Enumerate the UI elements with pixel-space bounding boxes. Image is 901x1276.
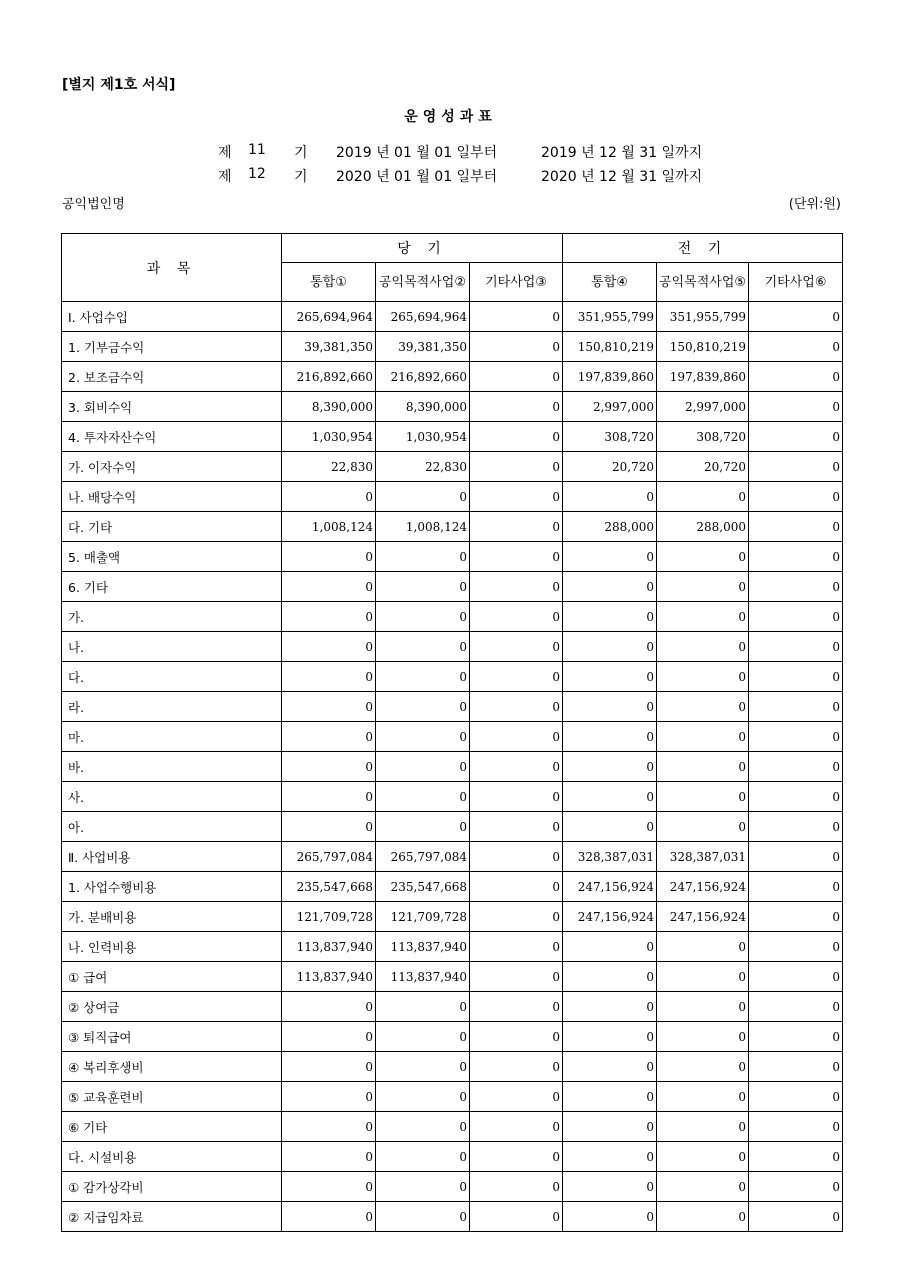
row-label: ② 상여금 xyxy=(62,992,282,1022)
amount-cell: 121,709,728 xyxy=(376,902,470,932)
amount-cell: 0 xyxy=(657,692,749,722)
amount-cell: 0 xyxy=(749,902,843,932)
amount-cell: 0 xyxy=(376,812,470,842)
amount-cell: 0 xyxy=(563,962,657,992)
period-to: 2020 년 12 월 31 일까지 xyxy=(541,169,703,185)
amount-cell: 0 xyxy=(376,782,470,812)
amount-cell: 0 xyxy=(470,992,563,1022)
amount-cell: 0 xyxy=(563,572,657,602)
column-header: 통합④ xyxy=(563,263,657,302)
amount-cell: 0 xyxy=(749,332,843,362)
amount-cell: 0 xyxy=(657,962,749,992)
row-label: 1. 사업수행비용 xyxy=(62,872,282,902)
row-label: 1. 기부금수익 xyxy=(62,332,282,362)
period-to: 2019 년 12 월 31 일까지 xyxy=(541,145,703,161)
table-row xyxy=(62,572,843,602)
amount-cell: 0 xyxy=(470,452,563,482)
amount-cell: 39,381,350 xyxy=(282,332,376,362)
period-prefix: 제 xyxy=(218,169,232,185)
column-header: 공익목적사업⑤ xyxy=(657,263,749,302)
amount-cell: 0 xyxy=(282,482,376,512)
amount-cell: 265,694,964 xyxy=(376,302,470,332)
amount-cell: 0 xyxy=(470,602,563,632)
row-label: 다. xyxy=(62,662,282,692)
column-header: 통합① xyxy=(282,263,376,302)
amount-cell: 0 xyxy=(470,542,563,572)
form-label: [별지 제1호 서식] xyxy=(62,77,176,93)
row-label: 다. 시설비용 xyxy=(62,1142,282,1172)
table-row xyxy=(62,1202,843,1232)
amount-cell: 8,390,000 xyxy=(282,392,376,422)
amount-cell: 0 xyxy=(470,1142,563,1172)
amount-cell: 265,797,084 xyxy=(282,842,376,872)
amount-cell: 0 xyxy=(282,662,376,692)
row-label: Ⅱ. 사업비용 xyxy=(62,842,282,872)
amount-cell: 0 xyxy=(749,812,843,842)
amount-cell: 0 xyxy=(563,662,657,692)
amount-cell: 0 xyxy=(470,782,563,812)
amount-cell: 328,387,031 xyxy=(657,842,749,872)
amount-cell: 0 xyxy=(749,302,843,332)
table-row xyxy=(62,1172,843,1202)
amount-cell: 0 xyxy=(376,752,470,782)
amount-cell: 0 xyxy=(470,1112,563,1142)
row-label: 아. xyxy=(62,812,282,842)
amount-cell: 113,837,940 xyxy=(282,962,376,992)
row-label: ④ 복리후생비 xyxy=(62,1052,282,1082)
row-label: ② 지급임차료 xyxy=(62,1202,282,1232)
amount-cell: 328,387,031 xyxy=(563,842,657,872)
amount-cell: 0 xyxy=(749,1142,843,1172)
amount-cell: 22,830 xyxy=(376,452,470,482)
amount-cell: 0 xyxy=(749,542,843,572)
row-label: 5. 매출액 xyxy=(62,542,282,572)
table-row xyxy=(62,812,843,842)
row-label: 다. 기타 xyxy=(62,512,282,542)
amount-cell: 0 xyxy=(470,482,563,512)
amount-cell: 0 xyxy=(563,782,657,812)
column-header: 기타사업⑥ xyxy=(749,263,843,302)
amount-cell: 235,547,668 xyxy=(282,872,376,902)
amount-cell: 0 xyxy=(657,602,749,632)
period-from: 2020 년 01 월 01 일부터 xyxy=(336,169,498,185)
amount-cell: 0 xyxy=(470,302,563,332)
amount-cell: 0 xyxy=(657,632,749,662)
table-row xyxy=(62,482,843,512)
row-label: 라. xyxy=(62,692,282,722)
operating-results-table xyxy=(61,233,843,1232)
table-row xyxy=(62,962,843,992)
amount-cell: 0 xyxy=(470,392,563,422)
row-label: ③ 퇴직급여 xyxy=(62,1022,282,1052)
table-row xyxy=(62,932,843,962)
current-period-header: 당 기 xyxy=(282,234,563,263)
row-label: 가. 이자수익 xyxy=(62,452,282,482)
amount-cell: 0 xyxy=(563,1022,657,1052)
amount-cell: 235,547,668 xyxy=(376,872,470,902)
row-label: 바. xyxy=(62,752,282,782)
amount-cell: 150,810,219 xyxy=(563,332,657,362)
amount-cell: 351,955,799 xyxy=(657,302,749,332)
table-row xyxy=(62,1142,843,1172)
amount-cell: 113,837,940 xyxy=(376,962,470,992)
amount-cell: 0 xyxy=(470,1202,563,1232)
amount-cell: 0 xyxy=(376,722,470,752)
amount-cell: 0 xyxy=(470,332,563,362)
amount-cell: 0 xyxy=(470,932,563,962)
amount-cell: 22,830 xyxy=(282,452,376,482)
table-body xyxy=(62,302,843,1232)
amount-cell: 0 xyxy=(282,752,376,782)
table-row xyxy=(62,542,843,572)
row-label: ① 감가상각비 xyxy=(62,1172,282,1202)
amount-cell: 0 xyxy=(282,1052,376,1082)
amount-cell: 216,892,660 xyxy=(376,362,470,392)
amount-cell: 0 xyxy=(657,722,749,752)
amount-cell: 0 xyxy=(657,542,749,572)
amount-cell: 0 xyxy=(282,1202,376,1232)
table-row xyxy=(62,872,843,902)
amount-cell: 20,720 xyxy=(657,452,749,482)
period-suffix: 기 xyxy=(294,145,308,161)
amount-cell: 308,720 xyxy=(657,422,749,452)
amount-cell: 0 xyxy=(282,782,376,812)
amount-cell: 0 xyxy=(749,602,843,632)
amount-cell: 265,694,964 xyxy=(282,302,376,332)
amount-cell: 0 xyxy=(749,1202,843,1232)
amount-cell: 0 xyxy=(282,602,376,632)
amount-cell: 0 xyxy=(470,812,563,842)
table-row xyxy=(62,1112,843,1142)
amount-cell: 288,000 xyxy=(563,512,657,542)
amount-cell: 0 xyxy=(470,1022,563,1052)
amount-cell: 0 xyxy=(470,572,563,602)
column-header: 공익목적사업② xyxy=(376,263,470,302)
amount-cell: 0 xyxy=(282,992,376,1022)
amount-cell: 0 xyxy=(563,992,657,1022)
amount-cell: 121,709,728 xyxy=(282,902,376,932)
item-column-header: 과 목 xyxy=(62,234,282,302)
amount-cell: 351,955,799 xyxy=(563,302,657,332)
table-row xyxy=(62,992,843,1022)
row-label: 나. xyxy=(62,632,282,662)
amount-cell: 0 xyxy=(563,632,657,662)
amount-cell: 0 xyxy=(657,1172,749,1202)
amount-cell: 0 xyxy=(563,1142,657,1172)
amount-cell: 39,381,350 xyxy=(376,332,470,362)
amount-cell: 0 xyxy=(470,842,563,872)
amount-cell: 0 xyxy=(282,722,376,752)
amount-cell: 0 xyxy=(657,1022,749,1052)
amount-cell: 0 xyxy=(376,632,470,662)
amount-cell: 0 xyxy=(749,1082,843,1112)
period-number: 12 xyxy=(248,166,266,182)
period-number: 11 xyxy=(248,142,266,158)
row-label: 가. 분배비용 xyxy=(62,902,282,932)
amount-cell: 0 xyxy=(376,1112,470,1142)
amount-cell: 0 xyxy=(563,1052,657,1082)
amount-cell: 2,997,000 xyxy=(657,392,749,422)
amount-cell: 0 xyxy=(563,1202,657,1232)
amount-cell: 1,008,124 xyxy=(282,512,376,542)
amount-cell: 0 xyxy=(563,752,657,782)
amount-cell: 0 xyxy=(657,482,749,512)
amount-cell: 0 xyxy=(749,422,843,452)
row-label: 3. 회비수익 xyxy=(62,392,282,422)
amount-cell: 0 xyxy=(376,602,470,632)
amount-cell: 0 xyxy=(470,632,563,662)
amount-cell: 247,156,924 xyxy=(657,872,749,902)
row-label: 마. xyxy=(62,722,282,752)
table-row xyxy=(62,692,843,722)
amount-cell: 20,720 xyxy=(563,452,657,482)
amount-cell: 0 xyxy=(470,722,563,752)
amount-cell: 0 xyxy=(376,572,470,602)
org-name-label: 공익법인명 xyxy=(62,197,125,212)
amount-cell: 0 xyxy=(749,482,843,512)
amount-cell: 0 xyxy=(282,1112,376,1142)
amount-cell: 0 xyxy=(282,692,376,722)
amount-cell: 0 xyxy=(749,362,843,392)
amount-cell: 0 xyxy=(470,902,563,932)
table-row xyxy=(62,362,843,392)
amount-cell: 2,997,000 xyxy=(563,392,657,422)
period-prefix: 제 xyxy=(218,145,232,161)
amount-cell: 0 xyxy=(749,752,843,782)
amount-cell: 0 xyxy=(470,1172,563,1202)
amount-cell: 0 xyxy=(376,542,470,572)
amount-cell: 0 xyxy=(657,1142,749,1172)
amount-cell: 197,839,860 xyxy=(657,362,749,392)
row-label: 가. xyxy=(62,602,282,632)
amount-cell: 0 xyxy=(563,1082,657,1112)
amount-cell: 0 xyxy=(470,872,563,902)
amount-cell: 0 xyxy=(749,872,843,902)
amount-cell: 113,837,940 xyxy=(282,932,376,962)
amount-cell: 0 xyxy=(470,1052,563,1082)
table-row xyxy=(62,752,843,782)
row-label: 4. 투자자산수익 xyxy=(62,422,282,452)
amount-cell: 0 xyxy=(376,1202,470,1232)
row-label: ⑥ 기타 xyxy=(62,1112,282,1142)
table-row xyxy=(62,512,843,542)
amount-cell: 0 xyxy=(470,362,563,392)
table-row xyxy=(62,1022,843,1052)
amount-cell: 308,720 xyxy=(563,422,657,452)
amount-cell: 150,810,219 xyxy=(657,332,749,362)
table-row xyxy=(62,842,843,872)
amount-cell: 0 xyxy=(470,962,563,992)
table-row xyxy=(62,332,843,362)
table-row xyxy=(62,392,843,422)
amount-cell: 0 xyxy=(657,932,749,962)
amount-cell: 216,892,660 xyxy=(282,362,376,392)
amount-cell: 1,008,124 xyxy=(376,512,470,542)
amount-cell: 0 xyxy=(749,1022,843,1052)
amount-cell: 0 xyxy=(376,1142,470,1172)
period-from: 2019 년 01 월 01 일부터 xyxy=(336,145,498,161)
table-row xyxy=(62,422,843,452)
row-label: 2. 보조금수익 xyxy=(62,362,282,392)
amount-cell: 0 xyxy=(749,842,843,872)
table-row xyxy=(62,452,843,482)
amount-cell: 0 xyxy=(376,1082,470,1112)
row-label: 나. 배당수익 xyxy=(62,482,282,512)
amount-cell: 0 xyxy=(376,482,470,512)
amount-cell: 0 xyxy=(749,932,843,962)
document-title: 운영성과표 xyxy=(404,109,497,125)
amount-cell: 0 xyxy=(563,932,657,962)
table-row xyxy=(62,632,843,662)
row-label: 사. xyxy=(62,782,282,812)
amount-cell: 0 xyxy=(657,1082,749,1112)
amount-cell: 0 xyxy=(749,962,843,992)
amount-cell: 0 xyxy=(563,812,657,842)
amount-cell: 0 xyxy=(282,1142,376,1172)
row-label: ⑤ 교육훈련비 xyxy=(62,1082,282,1112)
amount-cell: 0 xyxy=(563,1172,657,1202)
amount-cell: 0 xyxy=(749,782,843,812)
amount-cell: 0 xyxy=(563,722,657,752)
row-label: 6. 기타 xyxy=(62,572,282,602)
row-label: 나. 인력비용 xyxy=(62,932,282,962)
amount-cell: 0 xyxy=(749,692,843,722)
unit-label: (단위:원) xyxy=(788,197,841,212)
amount-cell: 0 xyxy=(282,812,376,842)
table-row xyxy=(62,302,843,332)
amount-cell: 0 xyxy=(563,542,657,572)
table-row xyxy=(62,1052,843,1082)
amount-cell: 0 xyxy=(563,1112,657,1142)
table-row xyxy=(62,602,843,632)
amount-cell: 0 xyxy=(749,1052,843,1082)
previous-period-header: 전 기 xyxy=(563,234,843,263)
table-row xyxy=(62,662,843,692)
amount-cell: 0 xyxy=(376,1172,470,1202)
amount-cell: 0 xyxy=(376,1052,470,1082)
table-row xyxy=(62,1082,843,1112)
amount-cell: 8,390,000 xyxy=(376,392,470,422)
amount-cell: 0 xyxy=(563,602,657,632)
amount-cell: 247,156,924 xyxy=(563,872,657,902)
amount-cell: 0 xyxy=(749,512,843,542)
amount-cell: 0 xyxy=(376,992,470,1022)
amount-cell: 1,030,954 xyxy=(282,422,376,452)
amount-cell: 113,837,940 xyxy=(376,932,470,962)
amount-cell: 1,030,954 xyxy=(376,422,470,452)
amount-cell: 0 xyxy=(657,992,749,1022)
amount-cell: 0 xyxy=(749,632,843,662)
table-row xyxy=(62,902,843,932)
amount-cell: 0 xyxy=(282,1172,376,1202)
amount-cell: 0 xyxy=(376,1022,470,1052)
amount-cell: 0 xyxy=(563,692,657,722)
table-row xyxy=(62,722,843,752)
amount-cell: 0 xyxy=(749,572,843,602)
row-label: ① 급여 xyxy=(62,962,282,992)
column-header: 기타사업③ xyxy=(470,263,563,302)
amount-cell: 0 xyxy=(282,1022,376,1052)
table-row xyxy=(62,782,843,812)
amount-cell: 0 xyxy=(282,542,376,572)
amount-cell: 0 xyxy=(376,662,470,692)
amount-cell: 247,156,924 xyxy=(657,902,749,932)
amount-cell: 0 xyxy=(563,482,657,512)
amount-cell: 288,000 xyxy=(657,512,749,542)
amount-cell: 197,839,860 xyxy=(563,362,657,392)
amount-cell: 265,797,084 xyxy=(376,842,470,872)
amount-cell: 0 xyxy=(657,752,749,782)
amount-cell: 0 xyxy=(470,512,563,542)
amount-cell: 0 xyxy=(470,1082,563,1112)
amount-cell: 0 xyxy=(657,572,749,602)
amount-cell: 0 xyxy=(657,1202,749,1232)
amount-cell: 0 xyxy=(749,992,843,1022)
amount-cell: 0 xyxy=(657,782,749,812)
amount-cell: 0 xyxy=(470,692,563,722)
amount-cell: 0 xyxy=(657,1112,749,1142)
amount-cell: 0 xyxy=(749,1112,843,1142)
amount-cell: 247,156,924 xyxy=(563,902,657,932)
amount-cell: 0 xyxy=(749,392,843,422)
row-label: Ⅰ. 사업수입 xyxy=(62,302,282,332)
amount-cell: 0 xyxy=(376,692,470,722)
amount-cell: 0 xyxy=(749,452,843,482)
amount-cell: 0 xyxy=(749,662,843,692)
amount-cell: 0 xyxy=(470,422,563,452)
amount-cell: 0 xyxy=(749,722,843,752)
amount-cell: 0 xyxy=(749,1172,843,1202)
amount-cell: 0 xyxy=(282,572,376,602)
period-suffix: 기 xyxy=(294,169,308,185)
amount-cell: 0 xyxy=(657,812,749,842)
amount-cell: 0 xyxy=(470,662,563,692)
amount-cell: 0 xyxy=(657,662,749,692)
amount-cell: 0 xyxy=(282,1082,376,1112)
amount-cell: 0 xyxy=(470,752,563,782)
amount-cell: 0 xyxy=(657,1052,749,1082)
amount-cell: 0 xyxy=(282,632,376,662)
